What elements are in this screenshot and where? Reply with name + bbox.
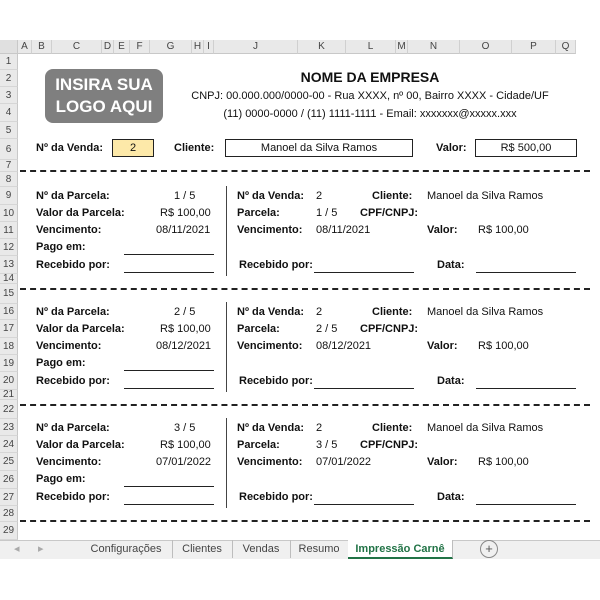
column-header[interactable]: F (130, 40, 150, 54)
row-header[interactable]: 29 (0, 522, 18, 540)
cliente-value: Manoel da Silva Ramos (427, 422, 544, 434)
column-header[interactable]: M (396, 40, 408, 54)
recebido-por-right-line[interactable] (314, 272, 414, 273)
vencimento-label: Vencimento: (36, 224, 102, 236)
valor-parcela-label: Valor da Parcela: (36, 439, 125, 451)
valor-parcela-value: R$ 100,00 (160, 207, 211, 219)
data-label: Data: (437, 375, 465, 387)
column-header[interactable]: N (408, 40, 460, 54)
pago-em-line[interactable] (124, 370, 214, 371)
logo-line-2: LOGO AQUI (55, 97, 153, 116)
column-header[interactable]: O (460, 40, 512, 54)
vencimento-value: 08/12/2021 (156, 340, 212, 352)
sheet-tab[interactable]: Clientes (172, 540, 233, 558)
venda-num-label: Nº da Venda: (237, 306, 304, 318)
row-header[interactable]: 6 (0, 139, 18, 160)
column-header[interactable]: I (204, 40, 214, 54)
sheet-tab[interactable]: Configurações (80, 540, 173, 558)
vencimento-label: Vencimento: (36, 340, 102, 352)
company-name: NOME DA EMPRESA (300, 69, 440, 85)
valor-parcela-label: Valor da Parcela: (36, 323, 125, 335)
column-header[interactable]: A (18, 40, 32, 54)
parcela-num-value: 1 / 5 (174, 190, 196, 202)
recebido-por-right-line[interactable] (314, 504, 414, 505)
valor-parcela-value: R$ 100,00 (160, 439, 211, 451)
row-header[interactable]: 20 (0, 372, 18, 390)
data-line[interactable] (476, 272, 576, 273)
vencimento-value: 07/01/2022 (156, 456, 212, 468)
row-header[interactable]: 24 (0, 436, 18, 453)
row-header[interactable]: 21 (0, 390, 18, 400)
data-label: Data: (437, 491, 465, 503)
sale-client-label: Cliente: (174, 142, 215, 154)
add-sheet-icon[interactable]: + (480, 540, 498, 558)
row-header[interactable]: 12 (0, 239, 18, 256)
valor-label: Valor: (427, 340, 458, 352)
vencimento-label: Vencimento: (36, 456, 102, 468)
pago-em-label: Pago em: (36, 473, 86, 485)
vencimento-right-value: 08/12/2021 (316, 340, 372, 352)
recebido-por-line[interactable] (124, 388, 214, 389)
vencimento-right-label: Vencimento: (237, 340, 303, 352)
vencimento-right-label: Vencimento: (237, 224, 303, 236)
parcela-label: Parcela: (237, 439, 280, 451)
venda-num-value: 2 (316, 190, 323, 202)
pago-em-line[interactable] (124, 486, 214, 487)
vencimento-right-value: 07/01/2022 (316, 456, 372, 468)
valor-parcela-label: Valor da Parcela: (36, 207, 125, 219)
pago-em-label: Pago em: (36, 241, 86, 253)
parcela-value: 2 / 5 (316, 323, 338, 335)
recebido-por-right-label: Recebido por: (239, 375, 313, 387)
row-header[interactable]: 9 (0, 187, 18, 205)
row-header[interactable]: 10 (0, 205, 18, 222)
cliente-label: Cliente: (372, 422, 413, 434)
parcela-num-value: 3 / 5 (174, 422, 196, 434)
row-header[interactable]: 11 (0, 222, 18, 239)
cliente-label: Cliente: (372, 306, 413, 318)
parcela-label: Parcela: (237, 207, 280, 219)
cut-line (20, 170, 590, 172)
column-header[interactable]: H (192, 40, 204, 54)
sale-number-label: Nº da Venda: (36, 142, 103, 154)
row-header[interactable]: 8 (0, 172, 18, 187)
row-header[interactable]: 15 (0, 284, 18, 304)
column-header[interactable]: B (32, 40, 52, 54)
vertical-separator (226, 418, 227, 508)
column-header[interactable]: J (214, 40, 298, 54)
cliente-label: Cliente: (372, 190, 413, 202)
data-label: Data: (437, 259, 465, 271)
row-header[interactable]: 7 (0, 160, 18, 172)
row-header[interactable]: 4 (0, 104, 18, 122)
column-header[interactable]: P (512, 40, 556, 54)
sheet-tab[interactable]: Impressão Carnê (348, 540, 453, 559)
row-header[interactable]: 13 (0, 256, 18, 274)
cpf-label: CPF/CNPJ: (360, 439, 419, 451)
recebido-por-right-label: Recebido por: (239, 259, 313, 271)
cut-line (20, 288, 590, 290)
column-header[interactable]: G (150, 40, 192, 54)
cut-line (20, 520, 590, 522)
row-header[interactable]: 25 (0, 453, 18, 471)
column-header[interactable]: E (114, 40, 130, 54)
recebido-por-right-line[interactable] (314, 388, 414, 389)
venda-num-label: Nº da Venda: (237, 190, 304, 202)
sale-number-cell[interactable]: 2 (112, 139, 154, 157)
valor-right-value: R$ 100,00 (478, 224, 529, 236)
row-header[interactable]: 3 (0, 87, 18, 104)
venda-num-label: Nº da Venda: (237, 422, 304, 434)
parcela-num-value: 2 / 5 (174, 306, 196, 318)
sheet-tab[interactable]: Resumo (290, 540, 349, 558)
row-header[interactable]: 28 (0, 506, 18, 522)
valor-parcela-value: R$ 100,00 (160, 323, 211, 335)
column-header[interactable]: Q (556, 40, 576, 54)
logo-line-1: INSIRA SUA (55, 75, 153, 94)
row-header[interactable]: 22 (0, 400, 18, 419)
recebido-por-line[interactable] (124, 272, 214, 273)
valor-right-value: R$ 100,00 (478, 340, 529, 352)
row-header[interactable]: 16 (0, 304, 18, 320)
recebido-por-label: Recebido por: (36, 375, 110, 387)
cliente-value: Manoel da Silva Ramos (427, 190, 544, 202)
company-address: CNPJ: 00.000.000/0000-00 - Rua XXXX, nº 00, Bairro XXXX - Cidade/UF (191, 90, 549, 102)
row-header[interactable]: 26 (0, 471, 18, 489)
data-line[interactable] (476, 388, 576, 389)
row-header[interactable]: 27 (0, 489, 18, 506)
cliente-value: Manoel da Silva Ramos (427, 306, 544, 318)
valor-label: Valor: (427, 224, 458, 236)
column-header[interactable]: K (298, 40, 346, 54)
column-header[interactable]: L (346, 40, 396, 54)
cpf-label: CPF/CNPJ: (360, 323, 419, 335)
cut-line (20, 404, 590, 406)
data-line[interactable] (476, 504, 576, 505)
pago-em-label: Pago em: (36, 357, 86, 369)
row-header[interactable]: 14 (0, 274, 18, 284)
vencimento-right-label: Vencimento: (237, 456, 303, 468)
column-header[interactable]: D (102, 40, 114, 54)
vertical-separator (226, 302, 227, 392)
company-contact: (11) 0000-0000 / (11) 1111-1111 - Email: xxxxxxx@xxxxx.xxx (223, 108, 517, 120)
logo-placeholder (45, 69, 163, 123)
recebido-por-right-label: Recebido por: (239, 491, 313, 503)
row-header[interactable]: 17 (0, 320, 18, 338)
row-header[interactable]: 2 (0, 70, 18, 87)
cpf-label: CPF/CNPJ: (360, 207, 419, 219)
parcela-label: Parcela: (237, 323, 280, 335)
sale-client-cell[interactable]: Manoel da Silva Ramos (225, 139, 413, 157)
recebido-por-line[interactable] (124, 504, 214, 505)
vencimento-value: 08/11/2021 (156, 224, 211, 236)
tab-scroll-left-icon[interactable]: ◂ (14, 543, 20, 555)
sale-value-label: Valor: (436, 142, 467, 154)
recebido-por-label: Recebido por: (36, 491, 110, 503)
row-header[interactable]: 5 (0, 122, 18, 139)
row-header[interactable]: 23 (0, 419, 18, 436)
pago-em-line[interactable] (124, 254, 214, 255)
tab-scroll-right-icon[interactable]: ▸ (38, 543, 44, 555)
valor-right-value: R$ 100,00 (478, 456, 529, 468)
recebido-por-label: Recebido por: (36, 259, 110, 271)
sale-value-cell[interactable]: R$ 500,00 (475, 139, 577, 157)
row-header[interactable]: 1 (0, 54, 18, 70)
parcela-num-label: Nº da Parcela: (36, 422, 110, 434)
row-header[interactable]: 19 (0, 355, 18, 372)
row-header[interactable]: 18 (0, 338, 18, 355)
venda-num-value: 2 (316, 306, 323, 318)
venda-num-value: 2 (316, 422, 323, 434)
parcela-value: 3 / 5 (316, 439, 338, 451)
sheet-tab[interactable]: Vendas (232, 540, 291, 558)
select-all-corner[interactable] (0, 40, 18, 54)
valor-label: Valor: (427, 456, 458, 468)
parcela-num-label: Nº da Parcela: (36, 190, 110, 202)
vertical-separator (226, 186, 227, 276)
parcela-value: 1 / 5 (316, 207, 338, 219)
column-header[interactable]: C (52, 40, 102, 54)
vencimento-right-value: 08/11/2021 (316, 224, 371, 236)
parcela-num-label: Nº da Parcela: (36, 306, 110, 318)
